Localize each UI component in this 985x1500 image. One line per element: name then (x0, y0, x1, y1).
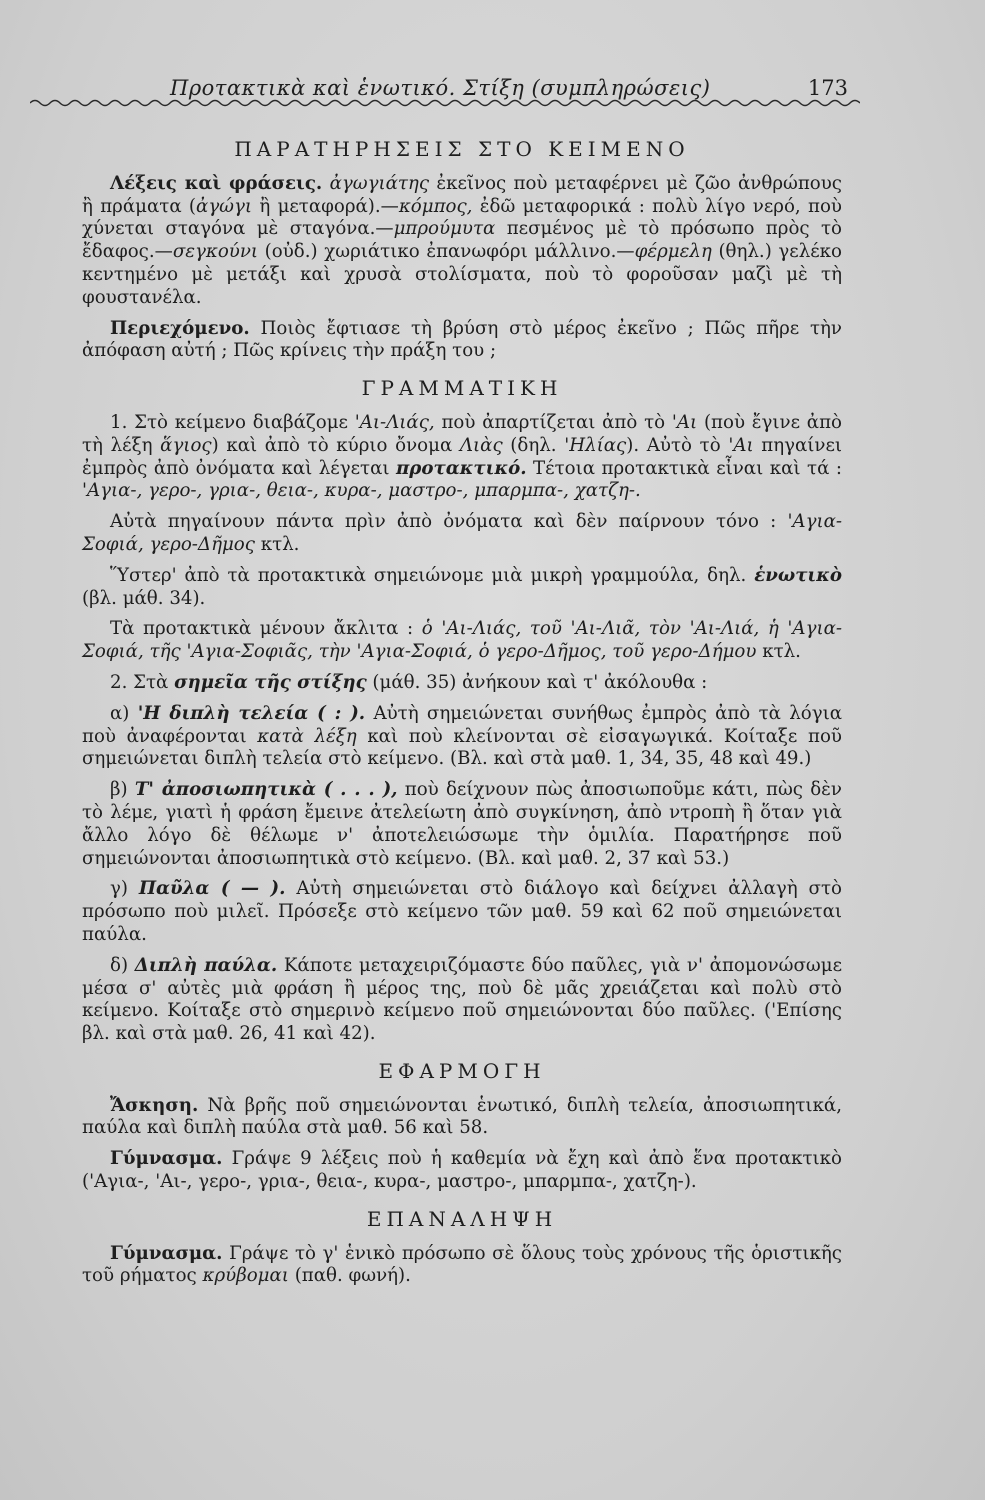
italic-run: ὁ 'Αι-Λιάς, τοῦ 'Αι-Λιᾶ, τὸν 'Αι-Λιά, ἡ 'Αγια-Σοφιά, τῆς 'Αγια-Σοφιᾶς, τὴν 'Αγια-Σοφιά, ὁ γερο-Δῆμος, τοῦ γερο-Δήμου (82, 618, 842, 663)
text-run: Αὐτὴ σημειώνεται συνήθως ἐμπρὸς ἀπὸ τὰ λόγια ποὺ ἀναφέρονται (82, 702, 842, 747)
term-ellipsis: Τ' ἀποσιωπητικὰ ( . . . ), (134, 779, 398, 801)
italic-run: ἅγιος (160, 434, 212, 456)
italic-run: 'Αι (671, 411, 698, 433)
term-prefix: προτακτικό. (396, 457, 527, 479)
italic-run: Λιὰς (459, 434, 503, 456)
text-run: Ποιὸς ἔφτιασε τὴ βρύση στὸ μέρος ἐκεῖνο ; Πῶς πῆρε τὴν ἀπόφαση αὐτή ; Πῶς κρίνεις τὴν πράξη του ; (82, 317, 842, 362)
text-run: ποὺ δείχνουν πὼς ἀποσιωποῦμε κάτι, πὼς δὲν τὸ λέμε, γιατὶ ἡ φράση ἔμεινε ἀτελείωτη ἀπὸ συγκίνηση, ἀπὸ ντροπὴ ἢ ὅταν γιὰ ἄλλο λόγο δὲ θέλωμε ν' ἀποτελειώσωμε τὴν ὁμιλία. Παρατήρησε ποῦ σημειώνονται ἀποσιωπητικὰ στὸ κείμενο. (Βλ. καὶ μαθ. 2, 37 καὶ 53.) (82, 779, 842, 869)
text-run: 2. Στὰ (110, 671, 175, 693)
term-hyphen: ἑνωτικὸ (754, 564, 842, 586)
glossary-term: σεγκούνι (172, 241, 259, 263)
grammar-item-b (82, 779, 842, 870)
page-number: 173 (807, 76, 848, 100)
text-run: Ὕστερ' ἀπὸ τὰ προτακτικὰ σημειώνομε μιὰ μικρὴ γραμμούλα, δηλ. (110, 564, 755, 586)
text-run: δ) (110, 954, 135, 976)
text-run: ποὺ ἀπαρτίζεται ἀπὸ τὸ (434, 411, 672, 433)
words-label: Λέξεις καὶ φράσεις. (110, 172, 323, 194)
running-title: Προτακτικὰ καὶ ἑνωτικό. Στίξη (συμπληρώσεις) (170, 76, 711, 100)
text-run: Νὰ βρῆς ποῦ σημειώνονται ἑνωτικό, διπλὴ τελεία, ἀποσιωπητικά, παύλα καὶ διπλὴ παύλα στὰ μαθ. 56 καὶ 58. (82, 1094, 842, 1139)
text-run: κτλ. (254, 533, 300, 555)
page-content (82, 132, 842, 1296)
text-run (322, 173, 329, 194)
text-run: (θηλ.) γελέκο κεντημένο μὲ μετάξι καὶ χρυσὰ στολίσματα, ποὺ τὸ φοροῦσαν μαζὶ μὲ τὴ φουστανέλα. (82, 241, 842, 308)
glossary-term: μπρούμυτα (393, 218, 496, 240)
text-run: ἐκεῖνος ποὺ μεταφέρνει μὲ ζῶο ἀνθρώπους ἢ πράματα ( (82, 172, 842, 217)
text-run: Κάποτε μεταχειριζόμαστε δύο παῦλες, γιὰ ν' ἀπομονώσωμε μέσα σ' αὐτὲς μιὰ φράση ἢ μέρος της, ποὺ δὲ μᾶς χρειάζεται καὶ πολὺ στὸ κείμενο. Κοίταξε στὸ σημερινὸ κείμενο ποῦ σημειώνονται δύο παῦλες. ('Επίσης βλ. καὶ στὰ μαθ. 26, 41 καὶ 42). (82, 954, 842, 1045)
glossary-term: κόμπος, (398, 195, 473, 217)
text-run: Γράψε 9 λέξεις ποὺ ἡ καθεμία νὰ ἔχη καὶ ἀπὸ ἕνα προτακτικὸ ('Αγια-, 'Αι-, γερο-, γρια-, θεια-, κυρα-, μαστρο-, μπαρμπα-, χατζη-). (82, 1148, 842, 1193)
text-run: (μάθ. 35) ἀνήκουν καὶ τ' ἀκόλουθα : (366, 671, 708, 693)
grammar-paragraph-1 (82, 412, 842, 503)
section-title-application: ΕΦΑΡΜΟΓΗ (378, 1058, 546, 1083)
text-run: ) καὶ ἀπὸ τὸ κύριο ὄνομα (211, 434, 460, 456)
text-run: γ) (110, 878, 139, 900)
text-run: πεσμένος μὲ τὸ πρόσωπο πρὸς τὸ ἔδαφος.— (82, 218, 842, 263)
term-double-dash: Διπλὴ παύλα. (134, 954, 278, 976)
review-drill-label: Γύμνασμα. (110, 1242, 223, 1264)
text-run: ἐδῶ μεταφορικά : πολὺ λίγο νερό, ποὺ χύνεται σταγόνα μὲ σταγόνα.— (82, 195, 842, 240)
text-run: Γράψε τὸ γ' ἑνικὸ πρόσωπο σὲ ὅλους τοὺς χρόνους τῆς ὁριστικῆς τοῦ ρήματος (82, 1242, 842, 1287)
review-drill-paragraph (82, 1243, 842, 1289)
grammar-paragraph-4 (82, 618, 842, 664)
grammar-item-c (82, 878, 842, 946)
term-punctuation: σημεῖα τῆς στίξης (174, 671, 367, 693)
text-run: β) (110, 779, 135, 801)
glossary-term: φέρμελη (634, 241, 712, 263)
text-run: Τὰ προτακτικὰ μένουν ἄκλιτα : (110, 618, 422, 640)
italic-run: 'Αι-Λιάς, (354, 411, 435, 433)
text-run: κτλ. (756, 641, 801, 663)
italic-run: 'Αι (728, 434, 754, 456)
italic-run: 'Αγια-, γερο-, γρια-, θεια-, κυρα-, μαστρο-, μπαρμπα-, χατζη-. (82, 480, 641, 502)
text-run: Αὐτὴ σημειώνεται στὸ διάλογο καὶ δείχνει ἀλλαγὴ στὸ πρόσωπο ποὺ μιλεῖ. Πρόσεξε στὸ κείμενο τῶν μαθ. 59 καὶ 62 ποῦ σημειώνεται παύλα. (82, 878, 842, 945)
grammar-paragraph-2 (82, 511, 842, 557)
words-phrases-paragraph (82, 173, 842, 310)
term-colon: 'Η διπλὴ τελεία ( : ). (137, 702, 366, 724)
section-title-notes: ΠΑΡΑΤΗΡΗΣΕΙΣ ΣΤΟ ΚΕΙΜΕΝΟ (234, 137, 690, 161)
grammar-item-a (82, 703, 842, 771)
section-title-review: ΕΠΑΝΑΛΗΨΗ (366, 1206, 558, 1231)
glossary-term: ἀγωγιάτης (329, 172, 430, 194)
text-run: (παθ. φωνή). (288, 1265, 411, 1287)
text-run: (ποὺ ἔγινε ἀπὸ τὴ λέξη (82, 411, 842, 456)
text-run: πηγαίνει ἐμπρὸς ἀπὸ ὀνόματα καὶ λέγεται (82, 434, 843, 479)
text-run: Αὐτὰ πηγαίνουν πάντα πρὶν ἀπὸ ὀνόματα καὶ δὲν παίρνουν τόνο : (110, 511, 788, 533)
section-title-grammar: ΓΡΑΜΜΑΤΙΚΗ (361, 376, 563, 401)
grammar-item-d (82, 955, 842, 1046)
italic-run: 'Ηλίας (564, 434, 627, 456)
text-run: 1. Στὸ κείμενο διαβάζομε (110, 411, 355, 433)
text-run: (βλ. μάθ. 34). (82, 587, 206, 609)
text-run: καὶ ποὺ κλείνονται σὲ εἰσαγωγικά. Κοίταξε ποῦ σημειώνεται διπλὴ τελεία στὸ κείμενο. (Βλ. καὶ στὰ μαθ. 1, 34, 35, 48 καὶ 49.) (82, 725, 842, 770)
drill-paragraph (82, 1148, 842, 1194)
italic-run: κατὰ λέξη (257, 725, 357, 747)
exercise-label: Ἄσκηση. (110, 1094, 199, 1116)
grammar-paragraph-5 (82, 672, 842, 695)
content-label: Περιεχόμενο. (110, 317, 250, 339)
text-run: (δηλ. (502, 434, 565, 456)
exercise-paragraph (82, 1095, 842, 1141)
text-run: ). Αὐτὸ τὸ (626, 434, 729, 456)
grammar-paragraph-3 (82, 565, 842, 611)
italic-run: κρύβομαι (202, 1265, 289, 1287)
text-run: α) (110, 702, 138, 724)
term-dash: Παῦλα ( — ). (138, 878, 286, 900)
wavy-rule (30, 96, 860, 110)
glossary-term: ἀγώγι (196, 195, 253, 217)
drill-label: Γύμνασμα. (110, 1148, 223, 1170)
text-run: ἢ μεταφορά).— (252, 195, 399, 217)
text-run: (οὐδ.) χωριάτικο ἐπανωφόρι μάλλινο.— (258, 241, 635, 263)
text-run: Τέτοια προτακτικὰ εἶναι καὶ τά : (526, 457, 842, 479)
content-paragraph (82, 318, 842, 364)
italic-run: 'Αγια-Σοφιά, γερο-Δῆμος (82, 511, 842, 555)
